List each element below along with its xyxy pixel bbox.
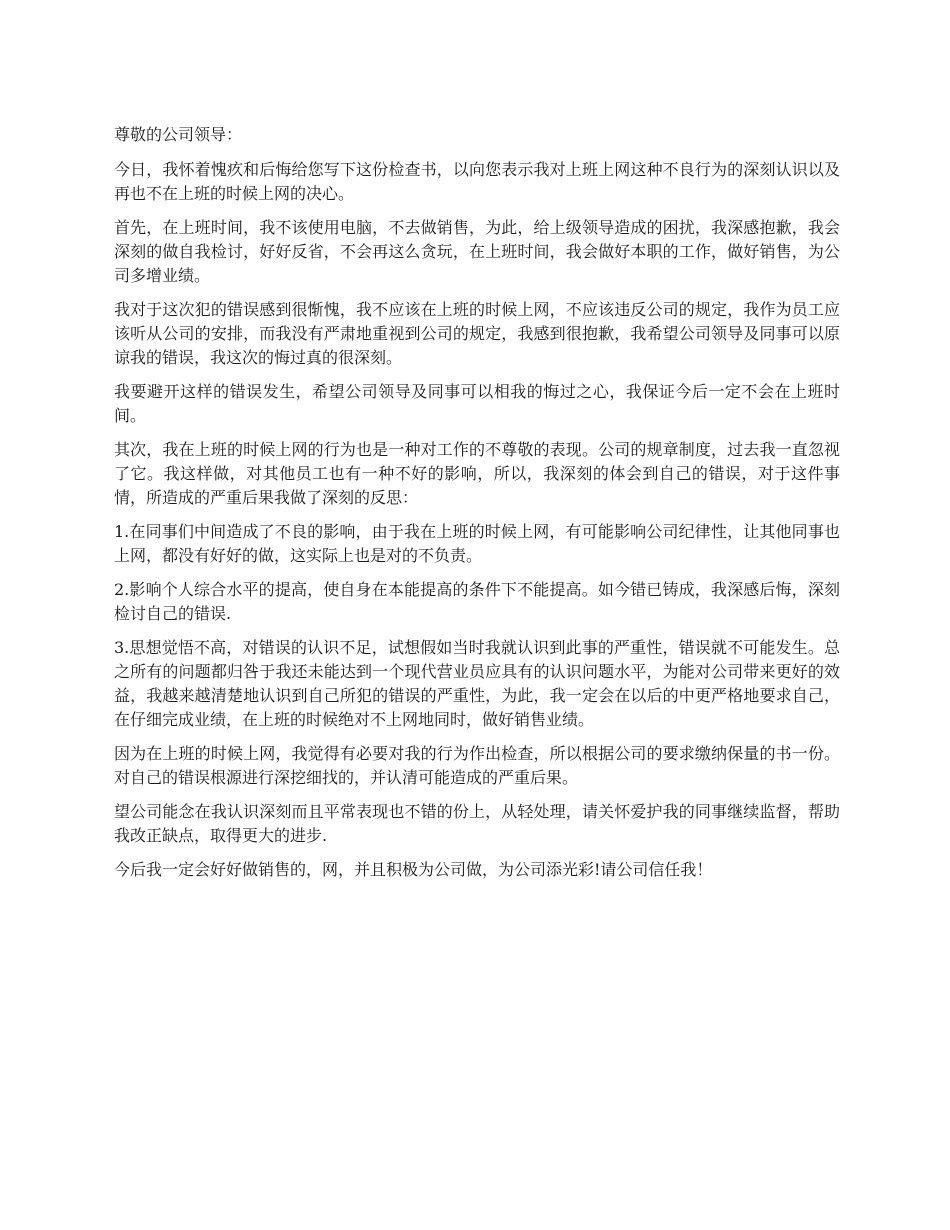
document-body [114,123,840,892]
paragraph-3: 我对于这次犯的错误感到很惭愧，我不应该在上班的时候上网，不应该违反公司的规定，我作为员工应该听从公司的安排，而我没有严肃地重视到公司的规定，我感到很抱歉，我希望公司领导及同事可以原谅我的错误，我这次的悔过真的很深刻。 [114,300,840,367]
paragraph-1: 今日，我怀着愧疚和后悔给您写下这份检查书，以向您表示我对上班上网这种不良行为的深刻认识以及再也不在上班的时候上网的决心。 [114,160,840,203]
paragraph-5: 其次，我在上班的时候上网的行为也是一种对工作的不尊敬的表现。公司的规章制度，过去我一直忽视了它。我这样做，对其他员工也有一种不好的影响，所以，我深刻的体会到自己的错误，对于这件事情，所造成的严重后果我做了深刻的反思： [114,440,840,507]
paragraph-7: 2.影响个人综合水平的提高，使自身在本能提高的条件下不能提高。如今错已铸成，我深感后悔，深刻检讨自己的错误. [114,580,840,623]
paragraph-10: 望公司能念在我认识深刻而且平常表现也不错的份上，从轻处理，请关怀爱护我的同事继续监督，帮助我改正缺点，取得更大的进步. [114,802,840,845]
salutation: 尊敬的公司领导： [114,125,243,144]
paragraph-8: 3.思想觉悟不高，对错误的认识不足，试想假如当时我就认识到此事的严重性，错误就不可能发生。总之所有的问题都归咎于我还未能达到一个现代营业员应具有的认识问题水平，为能对公司带来更好的效益，我越来越清楚地认识到自己所犯的错误的严重性，为此，我一定会在以后的中更严格地要求自己，在仔细完成业绩，在上班的时候绝对不上网地同时，做好销售业绩。 [114,638,840,729]
paragraph-4: 我要避开这样的错误发生，希望公司领导及同事可以相我的悔过之心，我保证今后一定不会在上班时间。 [114,382,840,425]
paragraph-2: 首先，在上班时间，我不该使用电脑，不去做销售，为此，给上级领导造成的困扰，我深感抱歉，我会深刻的做自我检讨，好好反省，不会再这么贪玩，在上班时间，我会做好本职的工作，做好销售，为公司多增业绩。 [114,218,840,285]
paragraph-6: 1.在同事们中间造成了不良的影响，由于我在上班的时候上网，有可能影响公司纪律性，让其他同事也上网，都没有好好的做，这实际上也是对的不负责。 [114,522,840,565]
paragraph-9: 因为在上班的时候上网，我觉得有必要对我的行为作出检查，所以根据公司的要求缴纳保量的书一份。对自己的错误根源进行深挖细找的，并认清可能造成的严重后果。 [114,744,840,787]
paragraph-11: 今后我一定会好好做销售的，网，并且积极为公司做，为公司添光彩!请公司信任我！ [114,860,713,879]
